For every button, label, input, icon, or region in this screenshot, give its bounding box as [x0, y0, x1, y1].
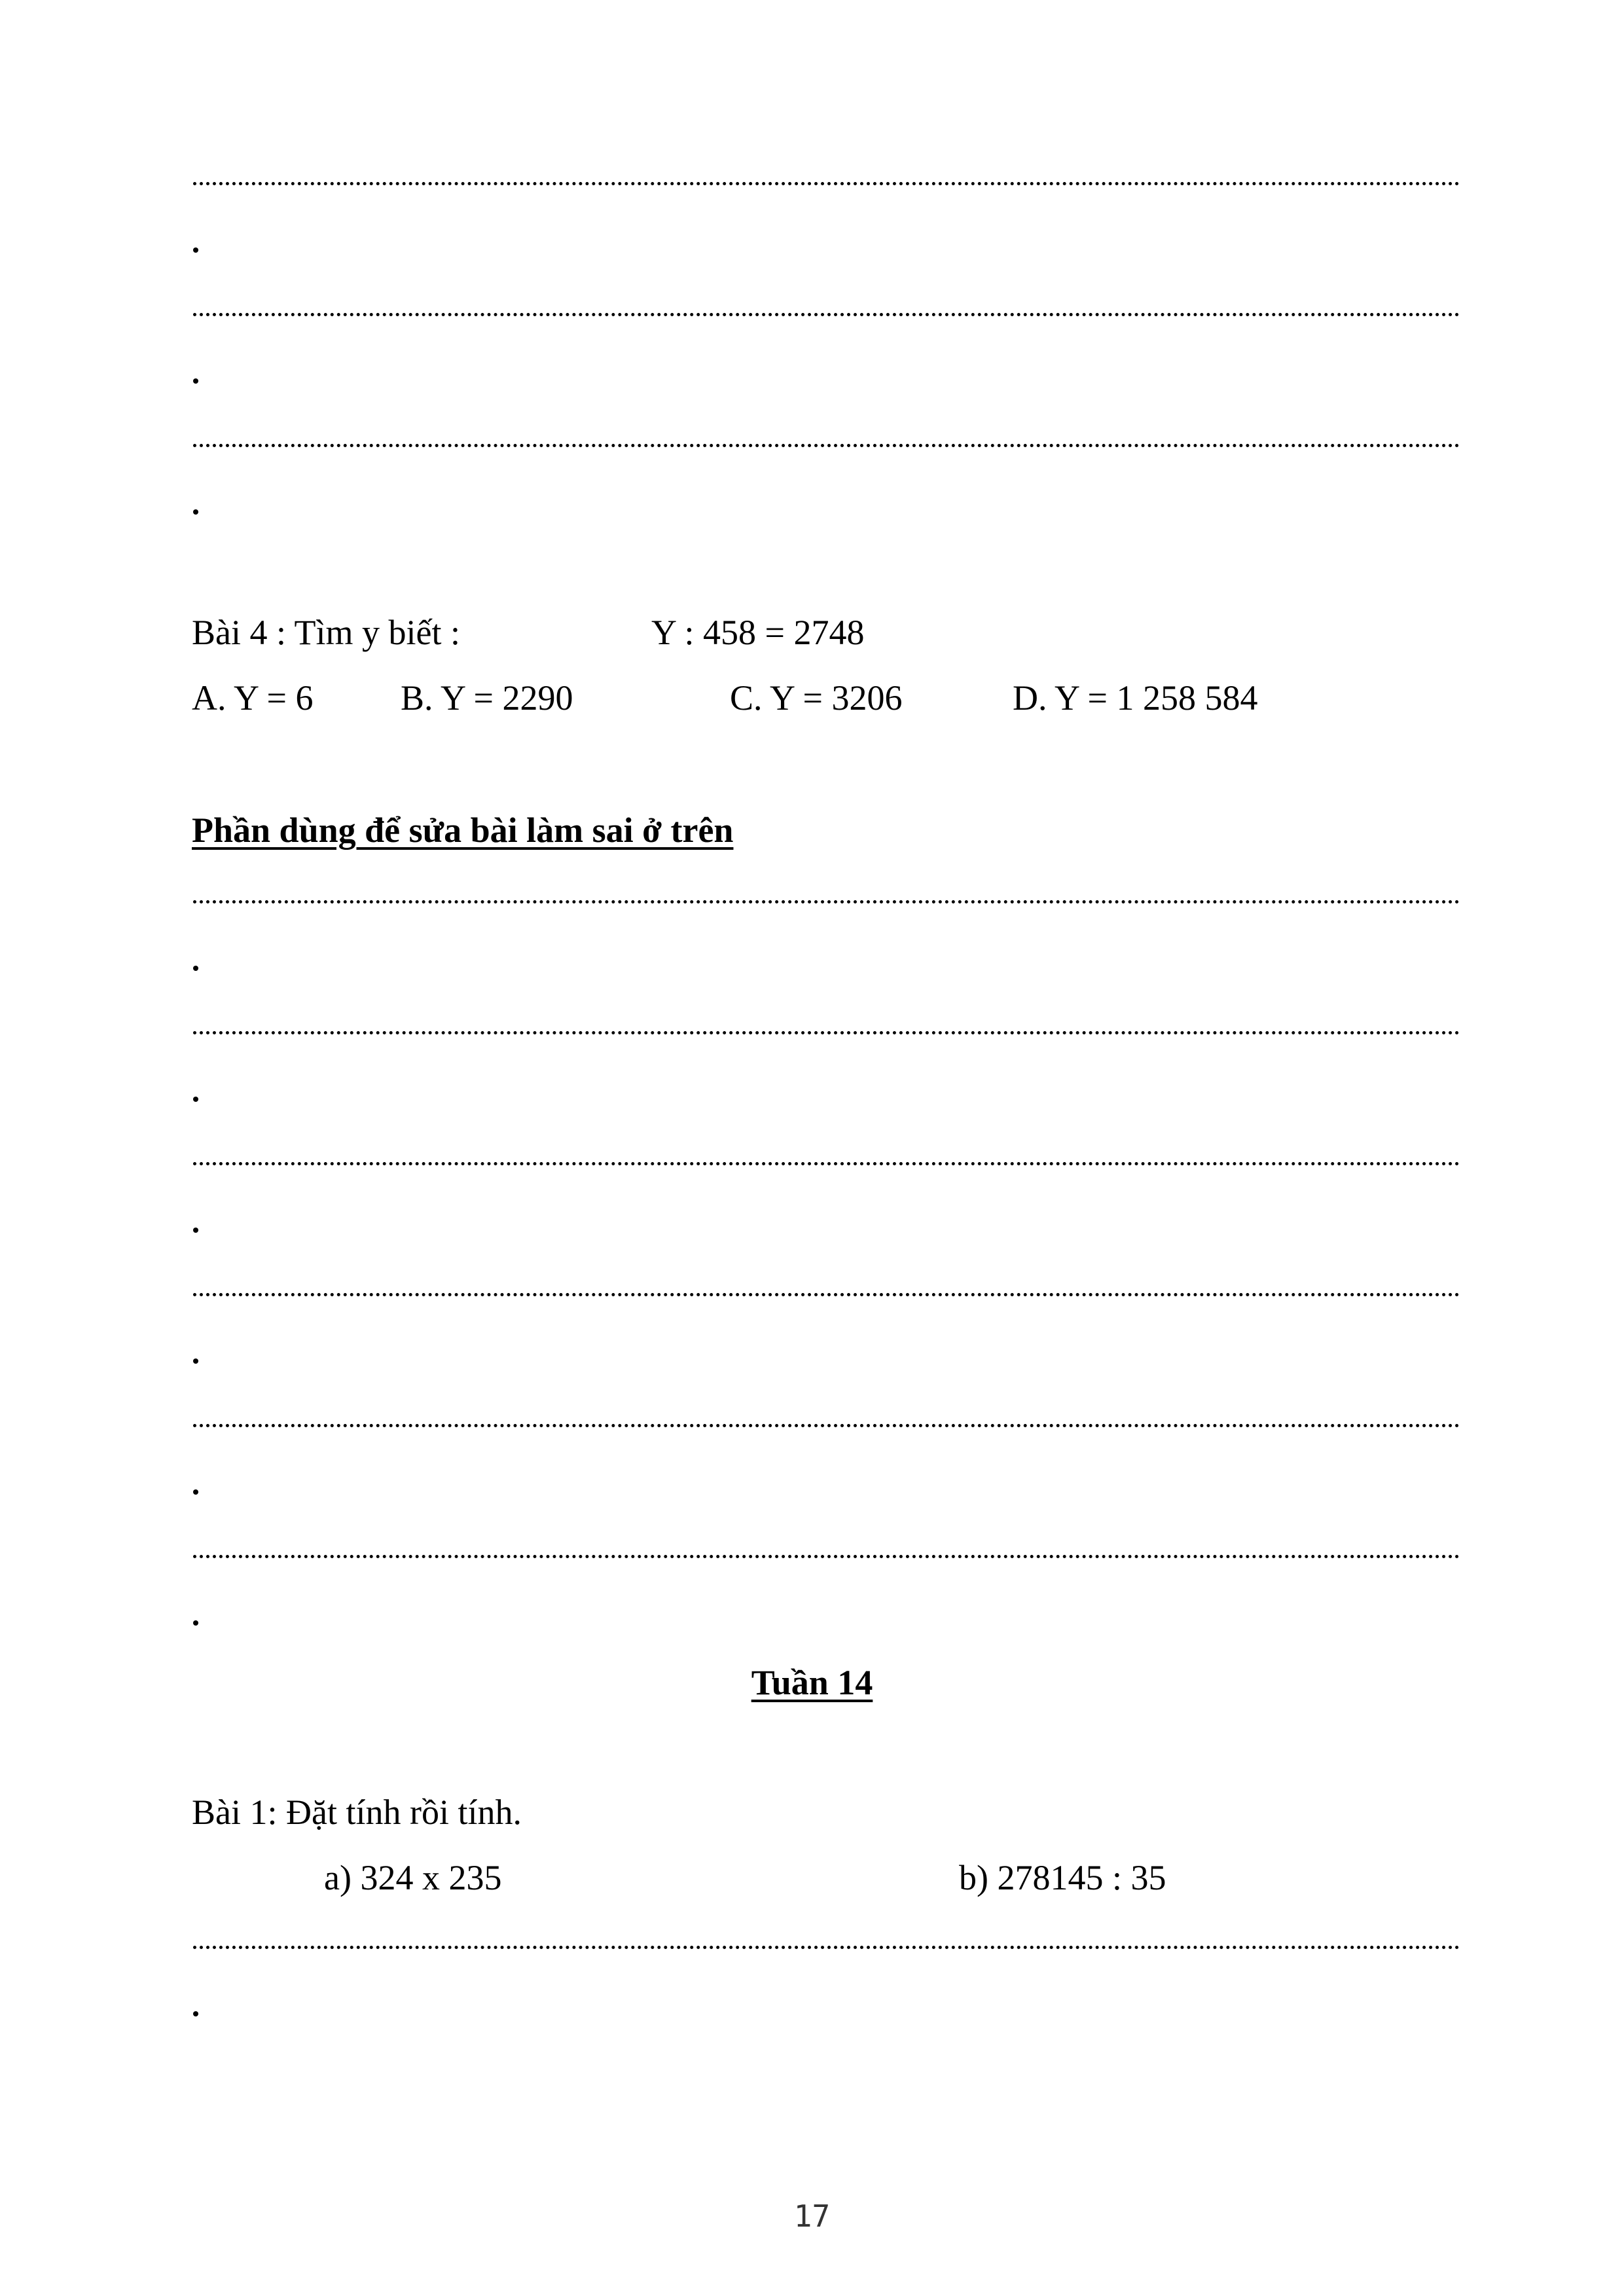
line-end-dot — [193, 1620, 198, 1626]
answer-line — [193, 1018, 1460, 1034]
bai4-equation: Y : 458 = 2748 — [651, 613, 865, 652]
answer-line — [193, 1933, 1460, 1949]
bai1-part-a: a) 324 x 235 — [324, 1858, 502, 1897]
line-end-dot — [193, 1097, 198, 1102]
answer-line — [193, 431, 1460, 447]
line-end-dot — [193, 509, 198, 515]
bai1-title: Bài 1: Đặt tính rồi tính. — [192, 1793, 522, 1832]
line-end-dot — [193, 1489, 198, 1495]
line-end-dot — [193, 966, 198, 971]
bai4-option-c: C. Y = 3206 — [730, 678, 903, 718]
line-end-dot — [193, 1358, 198, 1364]
answer-line — [193, 1411, 1460, 1427]
bai4-option-b: B. Y = 2290 — [401, 678, 573, 718]
answer-line — [193, 1280, 1460, 1296]
bai1-part-b: b) 278145 : 35 — [959, 1858, 1166, 1897]
page-number: 17 — [793, 2198, 831, 2234]
line-end-dot — [193, 1228, 198, 1233]
week-heading: Tuần 14 — [751, 1663, 873, 1702]
answer-line — [193, 1149, 1460, 1165]
answer-line — [193, 1542, 1460, 1558]
bai4-option-a: A. Y = 6 — [192, 678, 314, 718]
line-end-dot — [193, 378, 198, 384]
answer-line — [193, 300, 1460, 316]
correction-heading: Phần dùng để sửa bài làm sai ở trên — [192, 811, 734, 850]
line-end-dot — [193, 2011, 198, 2016]
answer-line — [193, 887, 1460, 903]
bai4-option-d: D. Y = 1 258 584 — [1013, 678, 1258, 718]
bai4-title: Bài 4 : Tìm y biết : — [192, 613, 460, 652]
answer-line — [193, 169, 1460, 185]
line-end-dot — [193, 247, 198, 253]
